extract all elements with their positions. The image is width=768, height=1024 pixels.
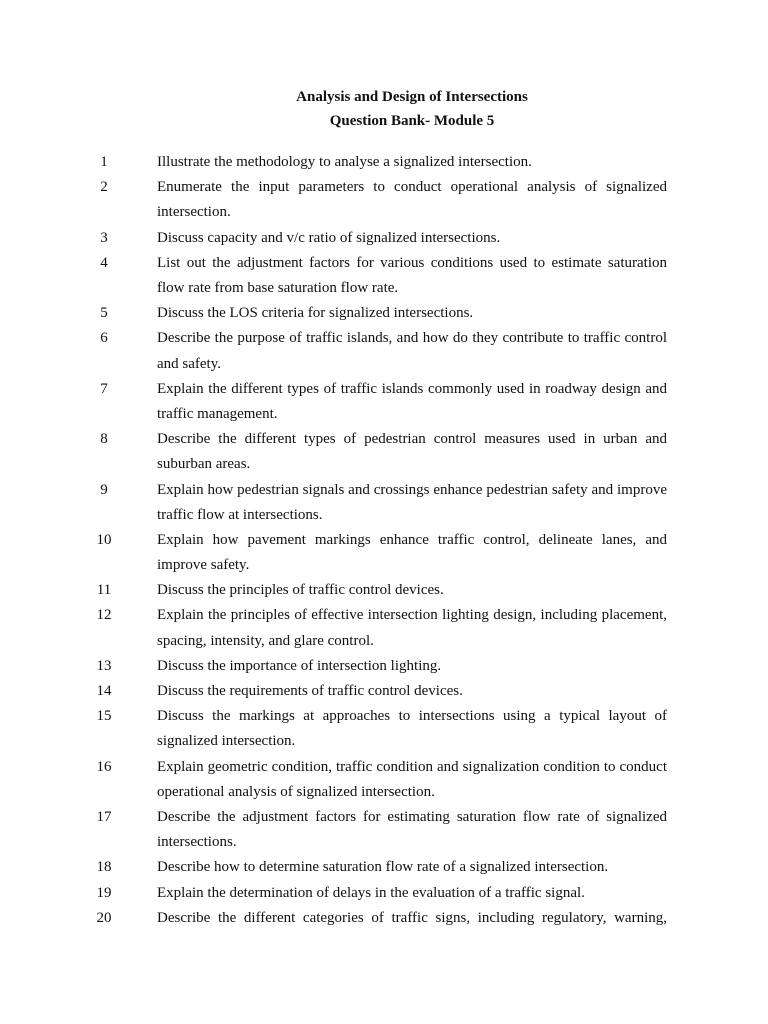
question-number: 16 xyxy=(96,758,112,775)
question-number: 1 xyxy=(100,154,108,170)
question-item xyxy=(0,528,768,578)
question-number: 9 xyxy=(100,481,108,498)
question-text: Describe the purpose of traffic islands, and how do they contribute to traffic control and safety. xyxy=(157,330,667,372)
question-number: 18 xyxy=(96,859,112,876)
question-item xyxy=(0,377,768,427)
question-number: 13 xyxy=(96,657,112,674)
question-text: Describe the different categories of traffic signs, including regulatory, warning, xyxy=(157,909,667,926)
question-item xyxy=(0,805,768,855)
question-number: 19 xyxy=(96,884,112,901)
question-number: 12 xyxy=(96,607,112,624)
question-list xyxy=(0,150,768,931)
question-text: Explain how pavement markings enhance traffic control, delineate lanes, and improve safety. xyxy=(157,531,667,574)
question-number: 7 xyxy=(100,380,108,397)
question-number: 8 xyxy=(100,431,108,448)
question-text: Describe how to determine saturation flow rate of a signalized intersection. xyxy=(157,859,609,876)
question-number: 17 xyxy=(96,809,112,826)
question-item xyxy=(0,326,768,376)
question-text: Describe the different types of pedestrian control measures used in urban and suburban areas. xyxy=(157,431,667,473)
question-text: Explain the different types of traffic islands commonly used in roadway design and traffic management. xyxy=(157,380,667,422)
question-text: Discuss the principles of traffic control devices. xyxy=(157,582,444,599)
question-number: 4 xyxy=(100,254,108,271)
question-item xyxy=(0,881,768,906)
question-text: Discuss the requirements of traffic control devices. xyxy=(157,683,463,700)
document-title: Analysis and Design of Intersections xyxy=(296,89,528,105)
question-item xyxy=(0,603,768,653)
question-item xyxy=(0,755,768,805)
question-number: 2 xyxy=(100,179,108,196)
question-text: Enumerate the input parameters to conduct operational analysis of signalized intersection. xyxy=(157,179,667,221)
question-text: List out the adjustment factors for various conditions used to estimate saturation flow rate from base saturation flow rate. xyxy=(157,254,667,296)
question-item xyxy=(0,251,768,301)
question-text: Discuss the importance of intersection lighting. xyxy=(157,657,442,674)
question-item xyxy=(0,150,768,175)
question-item xyxy=(0,855,768,880)
question-item xyxy=(0,301,768,326)
question-text: Discuss the LOS criteria for signalized intersections. xyxy=(157,305,474,322)
question-text: Explain how pedestrian signals and crossings enhance pedestrian safety and improve traffic flow at intersections. xyxy=(157,481,667,523)
question-item xyxy=(0,578,768,603)
question-number: 6 xyxy=(100,330,108,347)
question-item xyxy=(0,427,768,477)
document-subtitle: Question Bank- Module 5 xyxy=(329,113,495,129)
question-item xyxy=(0,654,768,679)
question-number: 11 xyxy=(96,582,112,599)
question-number: 10 xyxy=(96,531,112,548)
question-item xyxy=(0,175,768,225)
question-number: 15 xyxy=(96,708,112,725)
question-item xyxy=(0,906,768,931)
question-number: 20 xyxy=(96,909,112,926)
question-number: 14 xyxy=(96,683,112,700)
question-text: Explain the determination of delays in the evaluation of a traffic signal. xyxy=(157,884,585,901)
question-number: 5 xyxy=(100,305,108,322)
question-text: Explain geometric condition, traffic condition and signalization condition to conduct operational analysis of signalized intersection. xyxy=(157,758,667,800)
question-item xyxy=(0,704,768,754)
question-text: Discuss capacity and v/c ratio of signalized intersections. xyxy=(157,229,501,246)
question-text: Illustrate the methodology to analyse a signalized intersection. xyxy=(157,154,532,170)
question-text: Discuss the markings at approaches to intersections using a typical layout of signalized intersection. xyxy=(157,708,667,750)
question-number: 3 xyxy=(100,229,108,246)
question-text: Describe the adjustment factors for estimating saturation flow rate of signalized intersections. xyxy=(157,809,667,851)
question-text: Explain the principles of effective intersection lighting design, including placement, spacing, intensity, and glare control. xyxy=(157,607,667,649)
question-item xyxy=(0,679,768,704)
question-item xyxy=(0,226,768,251)
question-item xyxy=(0,478,768,528)
